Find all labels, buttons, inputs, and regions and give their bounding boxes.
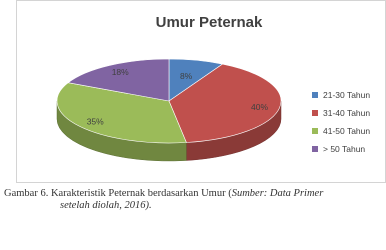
pie-value-label: 35% bbox=[86, 116, 104, 127]
caption-source: Sumber: Data Primer bbox=[231, 188, 324, 199]
figure-caption bbox=[4, 188, 382, 212]
legend-item bbox=[312, 104, 370, 122]
pie-value-label: 40% bbox=[250, 101, 269, 112]
pie-slices bbox=[57, 59, 281, 161]
pie-value-label: 8% bbox=[179, 70, 193, 81]
legend-label: 31-40 Tahun bbox=[323, 108, 371, 118]
legend-swatch bbox=[312, 146, 318, 152]
pie-value-label: 18% bbox=[111, 66, 129, 77]
legend-swatch bbox=[312, 92, 318, 98]
legend-item bbox=[312, 122, 370, 140]
legend-label: > 50 Tahun bbox=[323, 144, 366, 154]
caption-line-2: setelah diolah, 2016). bbox=[60, 200, 152, 211]
caption-prefix: Gambar 6. Karakteristik Peternak berdasarkan Umur ( bbox=[4, 188, 232, 199]
legend-swatch bbox=[312, 110, 318, 116]
legend-item bbox=[312, 140, 370, 158]
legend-swatch bbox=[312, 128, 318, 134]
chart-title: Umur Peternak bbox=[155, 14, 263, 31]
legend-item bbox=[312, 86, 370, 104]
chart-frame bbox=[16, 0, 386, 183]
legend-label: 41-50 Tahun bbox=[323, 126, 371, 136]
legend bbox=[312, 86, 370, 158]
legend-label: 21-30 Tahun bbox=[323, 90, 371, 100]
caption-line-1 bbox=[4, 188, 382, 200]
